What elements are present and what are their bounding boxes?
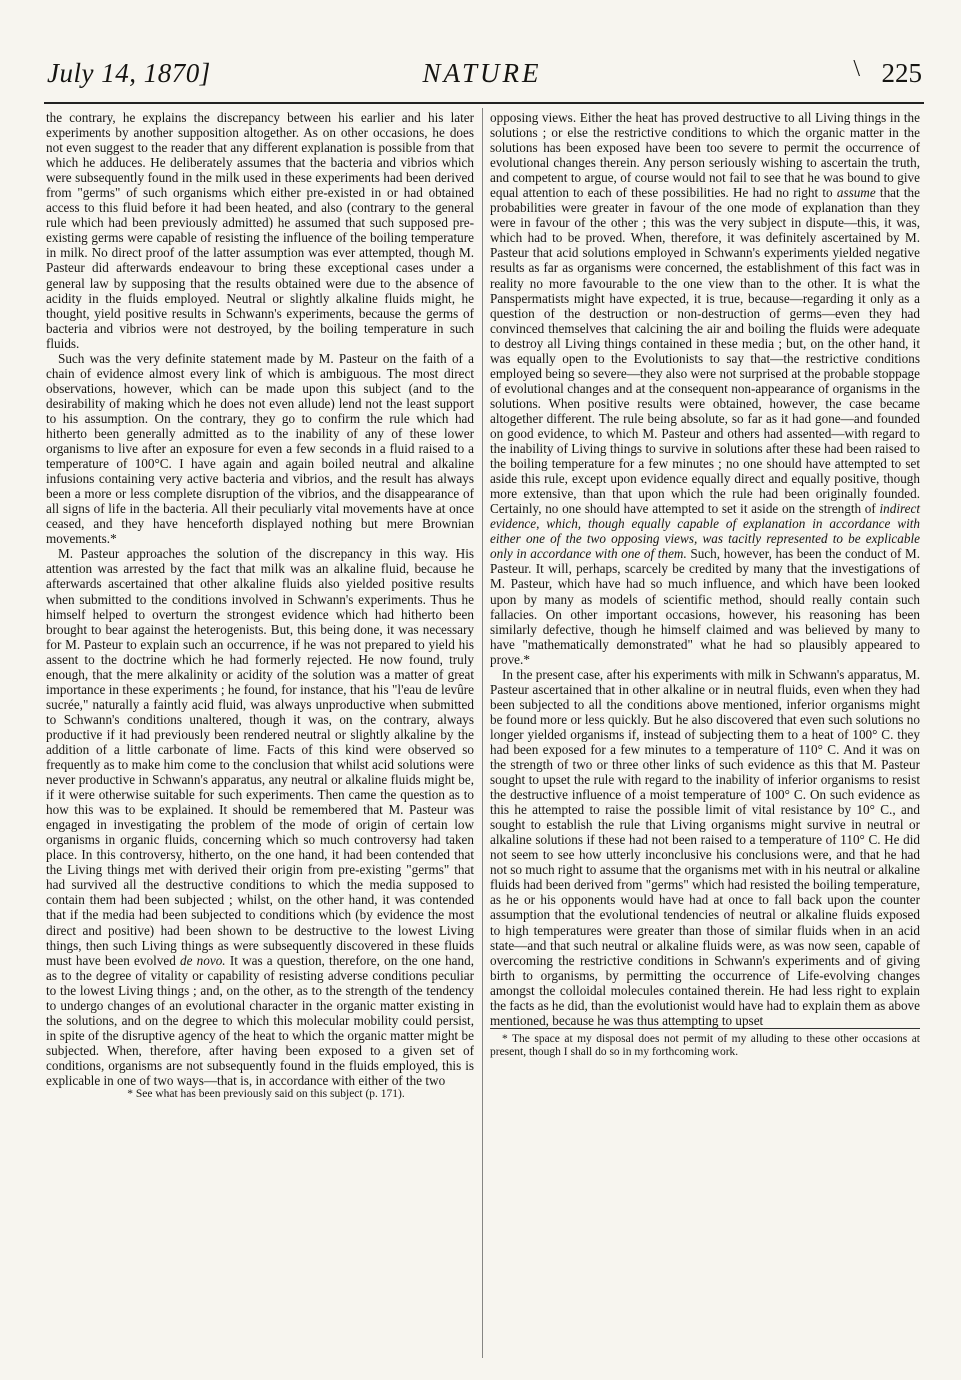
page-number: 225 [881,58,922,88]
journal-title: NATURE [422,58,542,88]
paragraph: the contrary, he explains the discrepancy between his earlier and his later experiments by another supposition altogether. As on other occasions, he does not even suggest to the reader that any different explanation is possible from that which he adduces. He deliberately assumes that the bacteria and vibrios which were subsequently found in the milk used in these experiments had been derived from "germs" of such organisms which either pre-existed in or had obtained access to this fluid before it had been heated, and also (contrary to the general rule which had been previously admitted) he assumed that such supposed pre-existing germs were capable of resisting the influence of the boiling temperature in milk. No direct proof of the latter assumption was ever attempted, though M. Pasteur did afterwards endeavour to bring these exceptional cases under a general law by supposing that the results obtained were due to the absence of acidity in the fluids employed. Neutral or slightly alkaline fluids might, he thought, yield positive results in Schwann's experiments, because the germs of bacteria and vibrios were not destroyed, by the boiling temperature in such fluids. [46,110,474,351]
paragraph-text: M. Pasteur approaches the solution of the discrepancy in this way. His attention was arrested by the fact that milk was an alkaline fluid, because he afterwards ascertained that other alkaline fluids also yielded positive results when submitted to the conditions involved in Schwann's experiments. Thus he himself helped to overturn the strongest evidence which had hitherto been brought to bear against the heterogenists. But, this being done, it was necessary for M. Pasteur to explain such an occurrence, if he was not prepared to yield his assent to the doctrine which he had formerly rejected. He now found, truly enough, that the mere alkalinity or acidity of the solution was a matter of great importance in these experiments ; he found, for instance, that his "l'eau de levûre sucrée," naturally a faintly acid fluid, was always unproductive when submitted to Schwann's conditions unaltered, though it was, on the contrary, always productive if it had previously been rendered neutral or slightly alkaline by the addition of a little carbonate of lime. Facts of this kind were observed so frequently as to make him come to the conclusion that whilst acid solutions were never productive in Schwann's apparatus, any neutral or alkaline fluids might be, if it were otherwise suitable for such experiments. Then came the question as to how this was to be explained. It should be remembered that M. Pasteur was engaged in investigating the problem of the mode of origin of certain low organisms in organic fluids, concerning which so much controversy had taken place. In this controversy, hitherto, on the one hand, it had been contended that the Living things met with derived their origin from pre-existing "germs" that had survived all the destructive conditions to which the media supposed to contain them had been subjected ; whilst, on the other hand, it was contended that if the media had been subjected to conditions which (by evidence the most direct and positive) had been shown to be destructive to the lowest Living things, then such Living things as were subsequently discovered in these fluids must have been evolved [46,546,474,968]
margin-mark: \ [853,56,860,82]
issue-date: July 14, 1870] [47,58,211,88]
right-column [490,110,920,1345]
footnote: * See what has been previously said on this subject (p. 171). [127,1088,405,1101]
paragraph-text: that the probabilities were greater in favour of the one mode of explanation than they were in favour of the other ; this was the very subject in dispute—this, it was, which had to be proved. When, therefore, it was definitely ascertained by M. Pasteur that acid solutions employed in Schwann's experiments yielded negative results as far as organisms were concerned, the establishment of this fact was in reality no more favourable to the one view than to the other. It is what the Panspermatists might have expected, it is true, because—regarding it only as a question of the destruction or non-destruction of germs—even they had convinced themselves that calcining the air and boiling the fluids were adequate to destroy all Living things contained in these media ; but, on the other hand, it was equally open to the Evolutionists to say that—the restrictive conditions employed being so severe—they also were not surprised at the probable stoppage of evolutional changes and at the consequent non-appearance of organisms in the solutions. When positive results were obtained, however, the case became altogether different. The rule being absolute, so far as it had gone—and founded on good evidence, to which M. Pasteur and others had assented—with regard to the inability of Living things to survive in solutions after these had been raised to the boiling temperature for a few minutes ; no one should have attempted to set aside this rule, except upon evidence equally direct and equally positive, though more extensive, than that upon which the rule had been originally founded. Certainly, no one should have attempted to set it aside on the strength of [490,185,920,517]
paragraph-text: opposing views. Either the heat has proved destructive to all Living things in the solutions ; or else the restrictive conditions to which the organic matter in the solutions has been exposed have been too severe to permit the occurrence of evolutional changes therein. Any person seriously wishing to ascertain the truth, and competent to argue, of course would not fail to see that he was bound to give equal attention to each of these possibilities. He had no right to [490,110,920,201]
paragraph-text: It was a question, therefore, on the one hand, as to the degree of vitality or capability of resisting adverse conditions peculiar to the lowest Living things ; and, on the other, as to the strength of the tendency to undergo changes of an evolutional character in the organic matter existing in the solutions, and on the degree to which this molecular mobility could persist, in spite of the disruptive agency of the heat to which the organic matter might be subjected. When, therefore, after having been exposed to a given set of conditions, organisms are not subsequently found in the fluids employed, this is explicable in one of two ways—that is, in accordance with either of the two [46,952,475,1088]
paragraph-text: Such, however, has been the conduct of M. Pasteur. It will, perhaps, scarcely be credited by many that the investigations of M. Pasteur, which have had so much influence, and which have been looked upon by many as models of scientific method, should really contain such fallacies. On other important occasions, however, his reasoning has been similarly defective, though he himself claimed and was believed by many to have "mathematically demonstrated" what he had so plausibly appeared to prove.* [490,546,921,667]
paragraph: In the present case, after his experiments with milk in Schwann's apparatus, M. Pasteur ascertained that in other alkaline or in neutral fluids, even when they had been subjected to all the conditions above mentioned, inferior organisms might be found more or less quickly. But he also discovered that even such solutions no longer yielded organisms if, instead of subjecting them to a heat of 100° C. they had been exposed for a few minutes to a temperature of 110° C. And it was on the strength of two or three other links of such evidence as this that M. Pasteur sought to upset the rule with regard to the inability of inferior organisms to resist the destructive influence of a moist temperature of 100° C. On such evidence as this he attempted to raise the possible limit of vital resistance by 10° C., and sought to establish the rule that Living organisms might survive in neutral or alkaline solutions if these had not been raised to a temperature of 110° C. He did not seem to see how utterly inconclusive his conclusions were, and that he had not so much right to assume that the organisms met with in his neutral or alkaline fluids had been derived from "germs" which had resisted the boiling temperature, as he or his opponents would have had at once to fall back upon the counter assumption that the evolutional tendencies of neutral or alkaline fluids exposed to high temperatures were greater than those of similar fluids when in an acid state—and that such neutral or alkaline fluids were, as was now seen, capable of overcoming the restrictive conditions in Schwann's experiments and of giving birth to organisms, by permitting the occurrence of Life-evolving changes amongst the colloidal molecules contained therein. He had less right to explain the facts as he did, than the evolutionist would have had to explain them as above mentioned, because he was thus attempting to upset [490,666,920,1028]
italic-phrase: indirect evidence, which, though equally capable of explanation in accordance with either one of the two opposing views, was tacitly represented to be explicable only in accordance with one of them. [490,501,921,562]
left-column [46,110,474,1345]
paragraph: Such was the very definite statement made by M. Pasteur on the faith of a chain of evidence almost every link of which is ambiguous. The most direct observations, however, which can be made upon this subject (and to the desirability of making which he does not even allude) lend not the least support to his assumption. On the contrary, they go to confirm the rule which had hitherto been generally admitted as to the inability of any of these lower organisms to live after an exposure for even a few seconds in a fluid raised to a temperature of 100°C. I have again and again boiled neutral and alkaline infusions containing very active bacteria and vibrios, and the result has always been a more or less complete disruption of the vibrios, and the disappearance of all signs of life in the bacteria. All their peculiarly vital movements have at once ceased, and they have henceforth displayed nothing but mere Brownian movements.* [46,350,474,547]
footnote: * The space at my disposal does not permit of my alluding to these other occasions at present, though I shall do so in my forthcoming work. [490,1028,920,1059]
paragraph [46,546,474,1088]
page-header [42,48,922,104]
column-divider [482,108,483,1358]
paragraph [490,110,920,667]
italic-phrase: de novo. [180,952,226,968]
header-rule [44,102,924,104]
italic-phrase: assume [836,185,876,201]
